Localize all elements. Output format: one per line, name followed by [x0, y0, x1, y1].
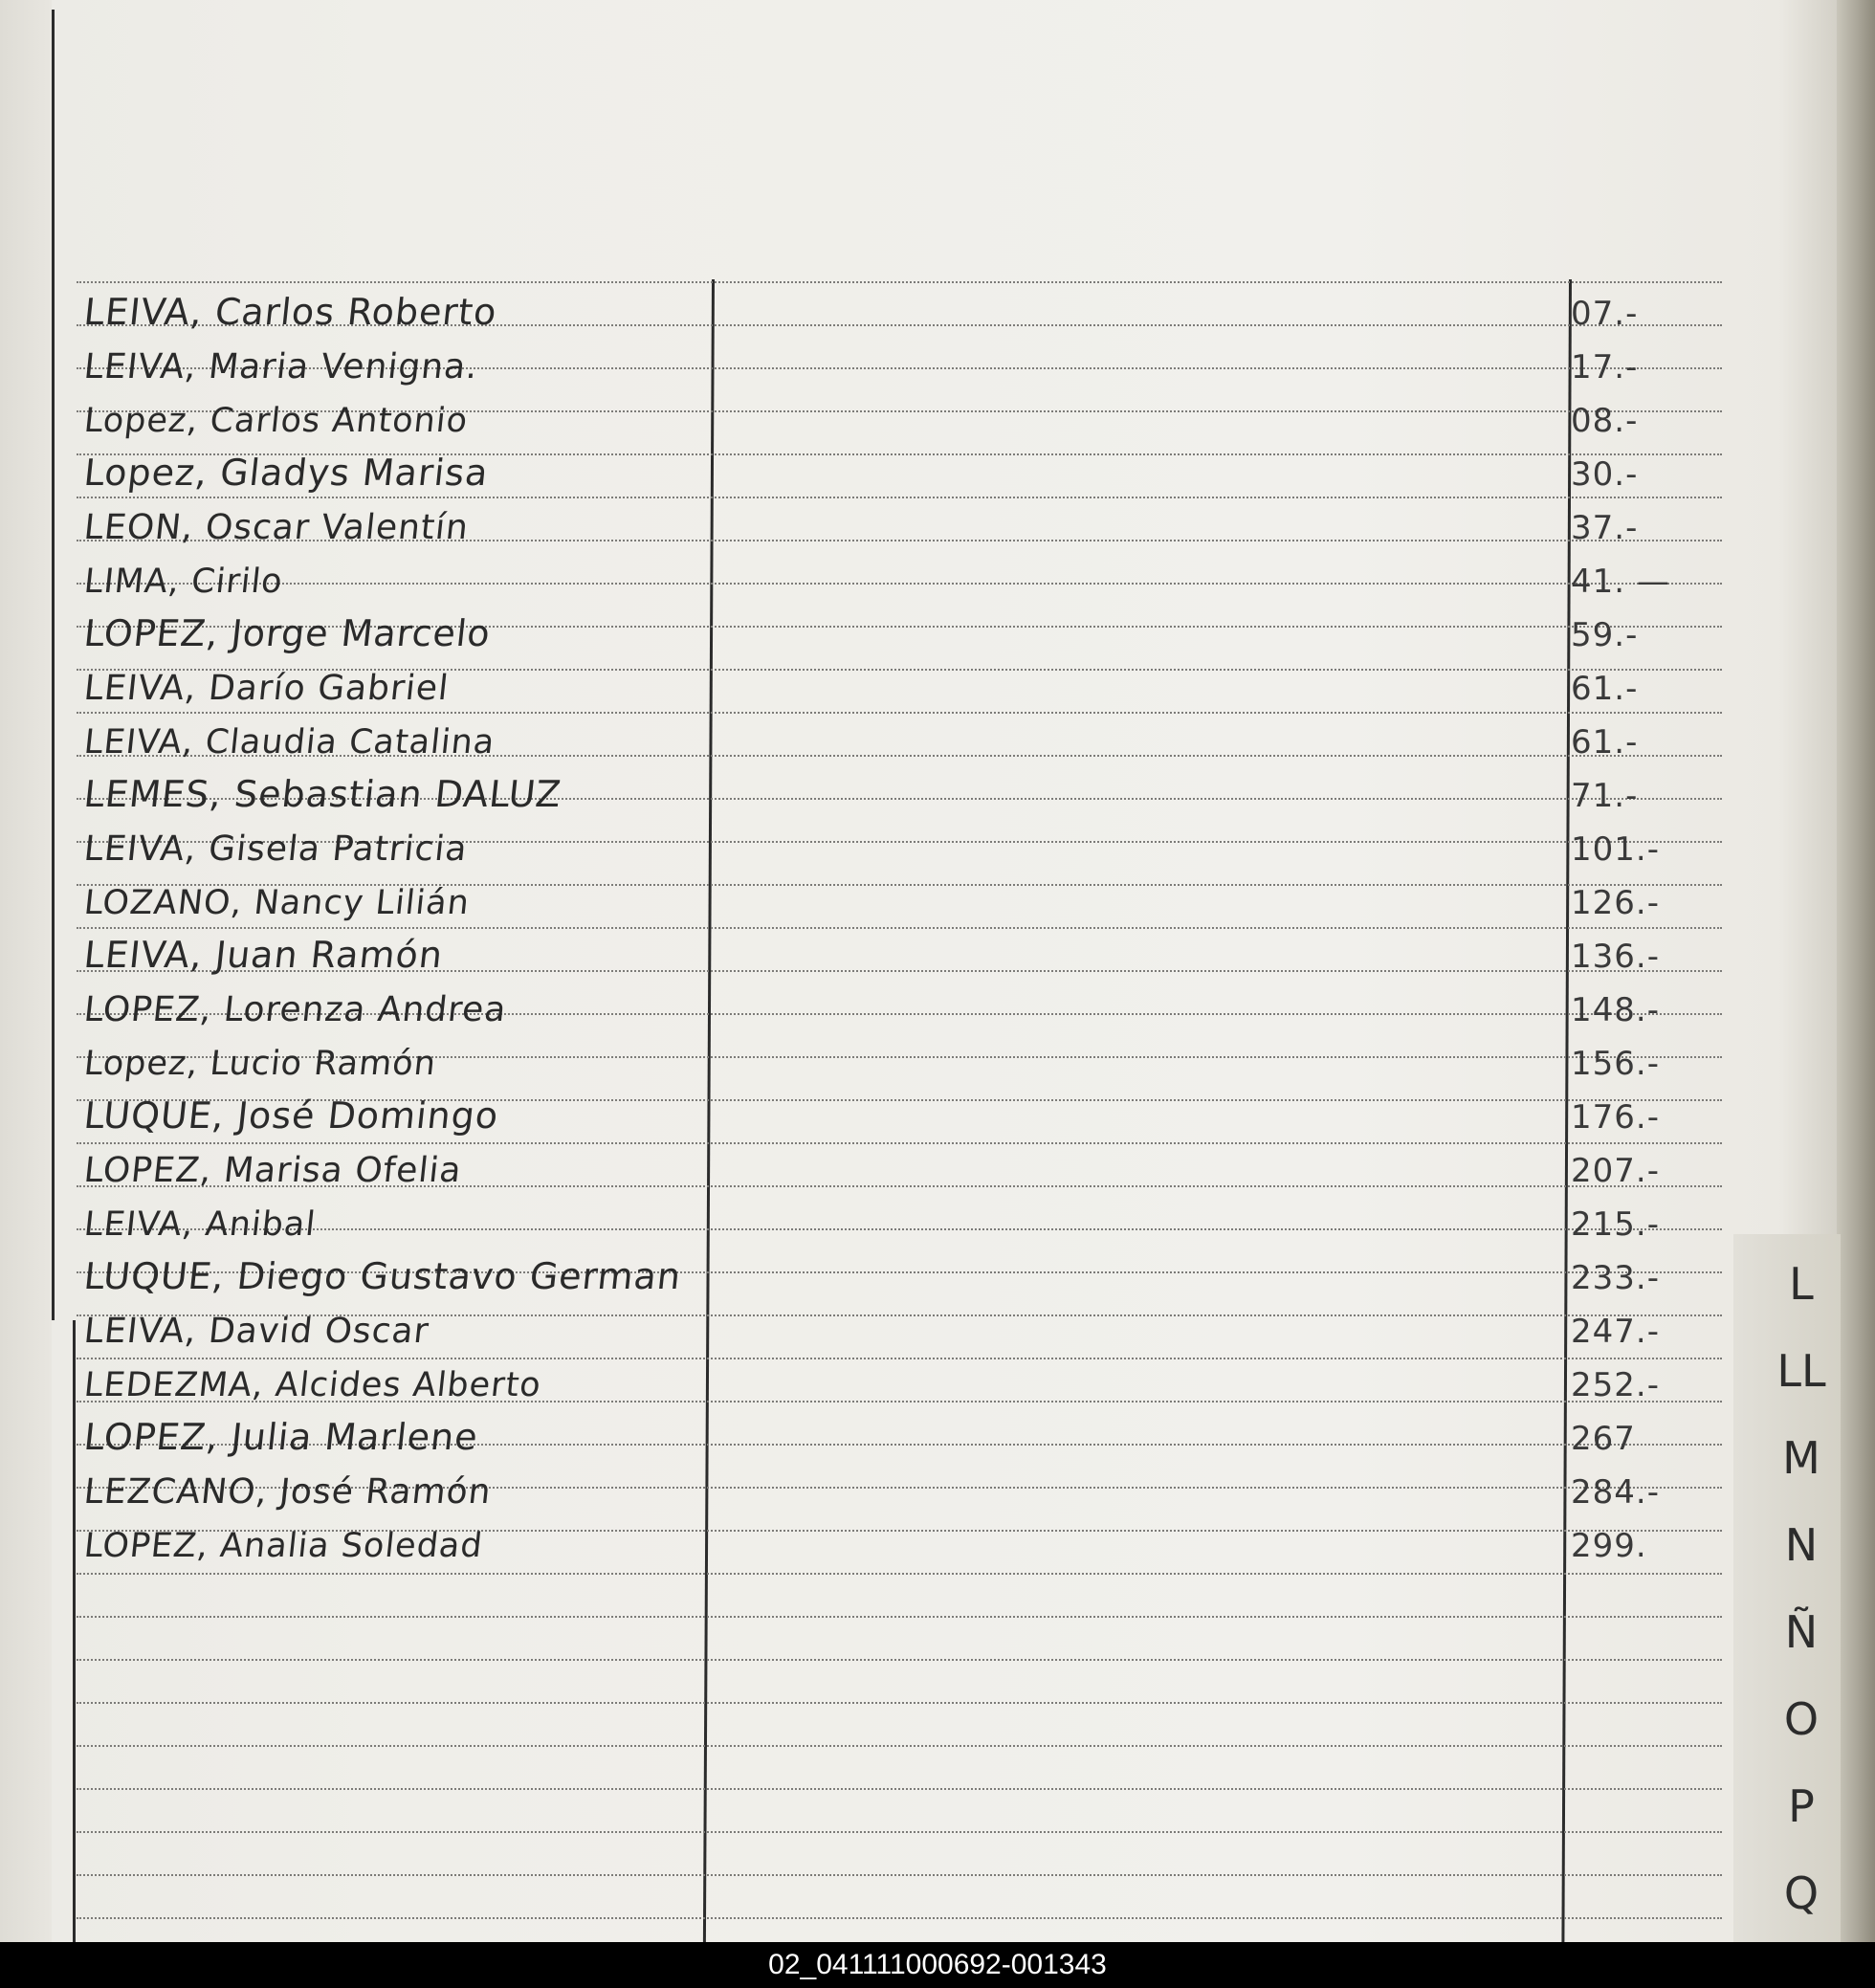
entry-name: LEIVA, Gisela Patricia — [81, 829, 470, 869]
entry-name: LEON, Oscar Valentín — [81, 508, 472, 547]
ledger-row — [0, 608, 1741, 660]
entry-number: 17.- — [1571, 348, 1639, 387]
ledger-row — [0, 1305, 1741, 1357]
index-tab-letter: LL — [1776, 1345, 1826, 1397]
ledger-row — [0, 501, 1741, 553]
entry-number: 233.- — [1571, 1259, 1660, 1297]
entry-number: 61.- — [1571, 670, 1639, 708]
entry-number: 30.- — [1571, 455, 1639, 494]
entry-number: 207.- — [1571, 1152, 1660, 1190]
ledger-row — [0, 983, 1741, 1035]
ledger-row — [0, 448, 1741, 499]
index-tab-letter: N — [1784, 1519, 1819, 1571]
entry-number: 299. — [1571, 1527, 1647, 1565]
entry-number: 176.- — [1571, 1098, 1660, 1137]
entry-name: LEIVA, Darío Gabriel — [81, 669, 452, 708]
ledger-row — [0, 1144, 1741, 1196]
ledger-row — [0, 1037, 1741, 1089]
ledger-row — [0, 394, 1741, 446]
entry-name: LOPEZ, Analia Soledad — [81, 1527, 485, 1565]
ledger-row — [0, 662, 1741, 714]
index-tab-letter: Ñ — [1784, 1606, 1819, 1658]
index-tab-letter: O — [1783, 1693, 1820, 1745]
entry-name: LOPEZ, Lorenza Andrea — [81, 990, 509, 1029]
entry-name: LOPEZ, Julia Marlene — [81, 1416, 481, 1458]
entry-name: LEIVA, Maria Venigna. — [81, 347, 480, 387]
entry-number: 156.- — [1571, 1045, 1660, 1083]
entry-number: 41. — — [1571, 563, 1670, 601]
entry-name: LEZCANO, José Ramón — [81, 1472, 494, 1512]
ledger-row — [0, 1198, 1741, 1249]
entry-number: 101.- — [1571, 830, 1660, 869]
entry-name: LIMA, Cirilo — [81, 563, 285, 601]
entry-number: 215.- — [1571, 1205, 1660, 1244]
index-tab-strip — [1733, 1234, 1841, 1942]
ledger-row — [0, 876, 1741, 928]
ledger-row — [0, 716, 1741, 767]
index-tab-letter: M — [1782, 1432, 1820, 1484]
ledger-row — [0, 341, 1741, 392]
ledger-row — [0, 1091, 1741, 1142]
ledger-row — [0, 769, 1741, 821]
entry-number: 136.- — [1571, 938, 1660, 976]
entry-name: Lopez, Carlos Antonio — [81, 402, 471, 440]
entry-name: Lopez, Lucio Ramón — [81, 1045, 439, 1083]
entry-name: LEDEZMA, Alcides Alberto — [81, 1366, 543, 1404]
entry-name: LEIVA, Juan Ramón — [81, 934, 446, 976]
entry-name: LEMES, Sebastian DALUZ — [81, 773, 564, 815]
ledger-row — [0, 930, 1741, 982]
entry-number: 247.- — [1571, 1313, 1660, 1351]
entry-name: LEIVA, Claudia Catalina — [81, 723, 497, 762]
entry-name: LEIVA, David Oscar — [81, 1312, 431, 1351]
entry-name: LEIVA, Carlos Roberto — [81, 291, 499, 333]
entry-name: LUQUE, José Domingo — [81, 1094, 501, 1137]
index-tab-letter: P — [1788, 1780, 1815, 1832]
entry-number: 37.- — [1571, 509, 1639, 547]
entry-name: LOPEZ, Jorge Marcelo — [81, 612, 494, 654]
entry-number: 148.- — [1571, 991, 1660, 1029]
ledger-row — [0, 1358, 1741, 1410]
ledger-row — [0, 1412, 1741, 1464]
page-edge — [1837, 0, 1875, 1942]
ledger-row — [0, 555, 1741, 607]
entry-number: 08.- — [1571, 402, 1639, 440]
entry-number: 59.- — [1571, 616, 1639, 654]
entry-number: 07.- — [1571, 295, 1639, 333]
entry-name: LUQUE, Diego Gustavo German — [81, 1255, 684, 1297]
image-caption: 02_041111000692-001343 — [768, 1949, 1107, 1980]
ledger-row — [0, 1519, 1741, 1571]
ledger-row — [0, 1466, 1741, 1517]
ledger-row — [0, 823, 1741, 874]
index-tab-letter: Q — [1783, 1867, 1820, 1919]
entry-number: 126.- — [1571, 884, 1660, 922]
entry-number: 284.- — [1571, 1473, 1660, 1512]
ledger-row — [0, 287, 1741, 339]
ledger-row — [0, 1251, 1741, 1303]
index-tab-letter: L — [1789, 1258, 1814, 1310]
entry-name: Lopez, Gladys Marisa — [81, 452, 491, 494]
entry-number: 267 — [1571, 1420, 1636, 1458]
entry-number: 71.- — [1571, 777, 1639, 815]
entry-number: 61.- — [1571, 723, 1639, 762]
entry-name: LOZANO, Nancy Lilián — [81, 884, 473, 922]
entry-name: LOPEZ, Marisa Ofelia — [81, 1151, 464, 1190]
entry-number: 252.- — [1571, 1366, 1660, 1404]
entry-name: LEIVA, Anibal — [81, 1205, 319, 1244]
